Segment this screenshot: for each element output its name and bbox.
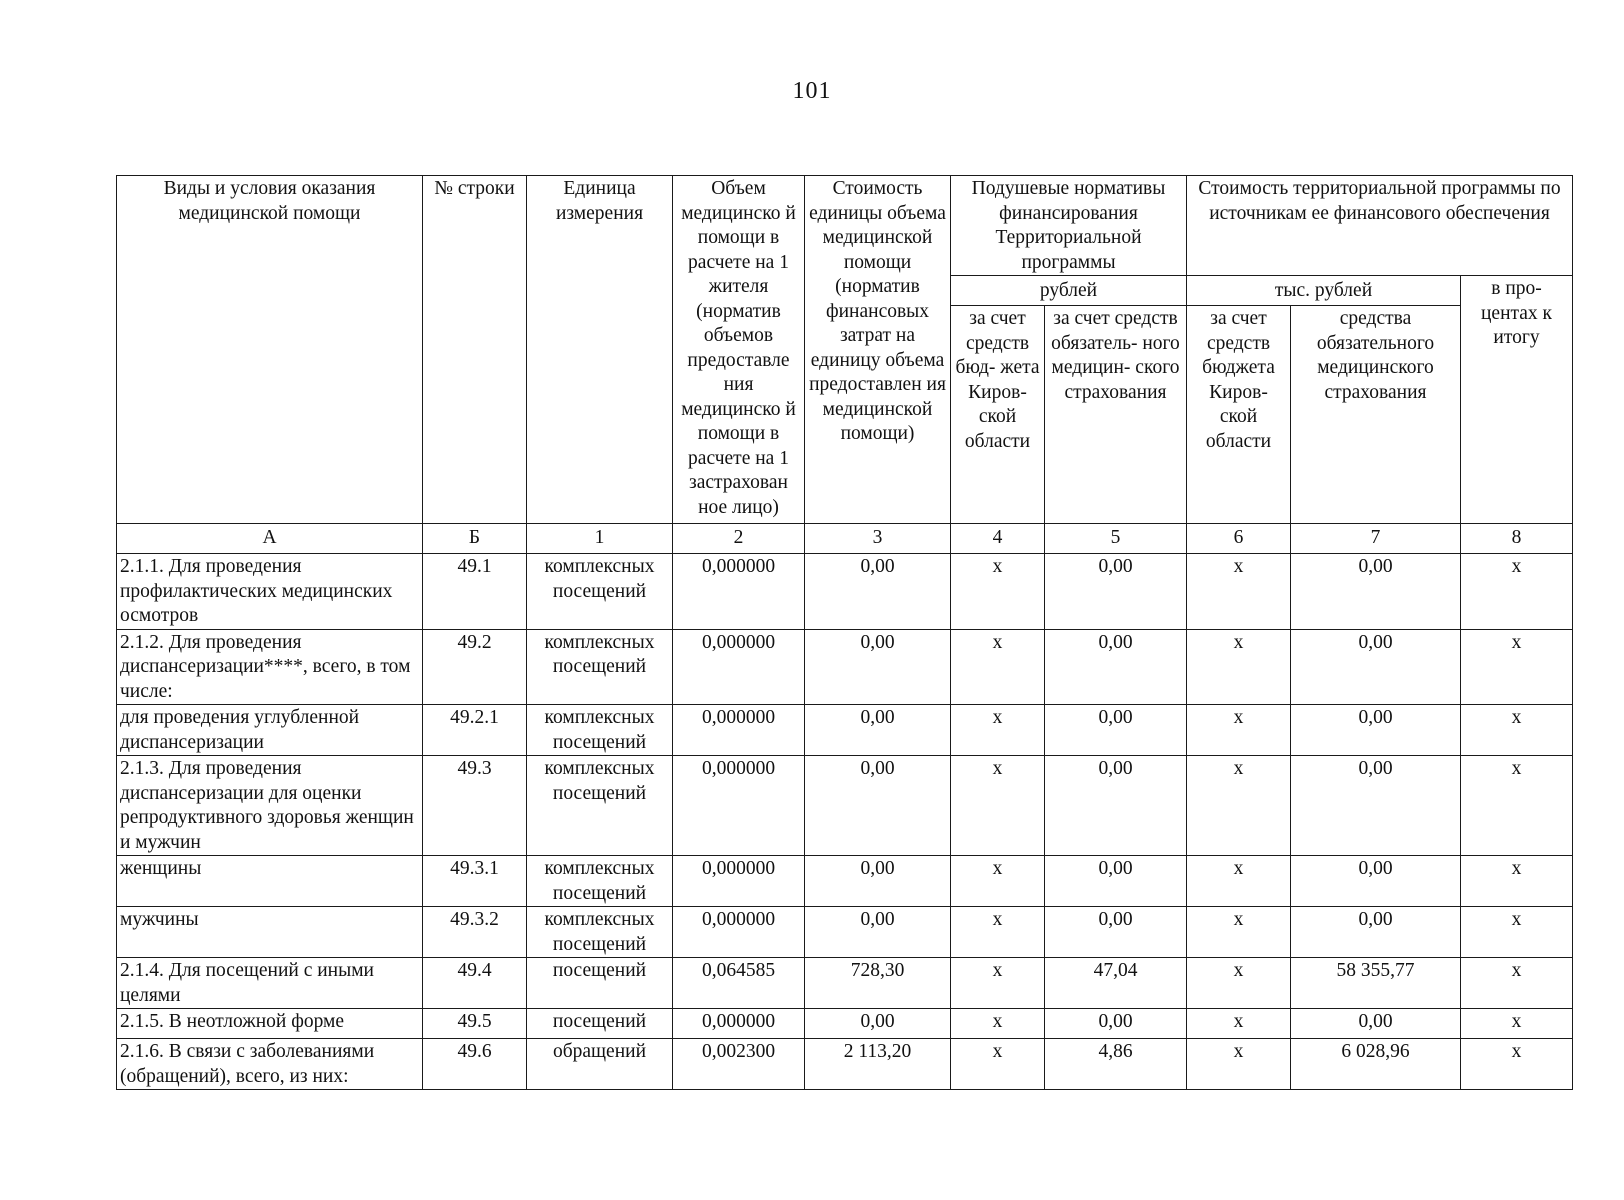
header-oms-thous: средства обязательного медицинского страхования xyxy=(1291,306,1461,524)
program-cost-table xyxy=(116,175,1573,1090)
percent-cell: х xyxy=(1461,756,1573,856)
header-per-capita-norms: Подушевые нормативы финансирования Территориальной программы xyxy=(951,176,1187,276)
oms-thous-cell: 0,00 xyxy=(1291,856,1461,907)
regional-budget-rub-cell: х xyxy=(951,907,1045,958)
table-row xyxy=(117,629,1573,705)
header-unit: Единица измерения xyxy=(527,176,673,524)
oms-thous-cell: 0,00 xyxy=(1291,629,1461,705)
volume-cell: 0,000000 xyxy=(673,629,805,705)
regional-budget-thous-cell: х xyxy=(1187,629,1291,705)
table-row xyxy=(117,1039,1573,1090)
regional-budget-thous-cell: х xyxy=(1187,958,1291,1009)
regional-budget-thous-cell: х xyxy=(1187,756,1291,856)
regional-budget-rub-cell: х xyxy=(951,1009,1045,1039)
unit-cost-cell: 0,00 xyxy=(805,705,951,756)
table-row xyxy=(117,856,1573,907)
volume-cell: 0,000000 xyxy=(673,907,805,958)
table-row xyxy=(117,958,1573,1009)
oms-rub-cell: 0,00 xyxy=(1045,1009,1187,1039)
unit-cell: комплексных посещений xyxy=(527,554,673,630)
percent-cell: х xyxy=(1461,1039,1573,1090)
regional-budget-rub-cell: х xyxy=(951,856,1045,907)
unit-cell: комплексных посещений xyxy=(527,756,673,856)
percent-cell: х xyxy=(1461,958,1573,1009)
regional-budget-thous-cell: х xyxy=(1187,554,1291,630)
index-cell: 8 xyxy=(1461,524,1573,554)
percent-cell: х xyxy=(1461,629,1573,705)
care-type-cell: 2.1.1. Для проведения профилактических медицинских осмотров xyxy=(117,554,423,630)
regional-budget-rub-cell: х xyxy=(951,958,1045,1009)
line-number-cell: 49.3.2 xyxy=(423,907,527,958)
oms-rub-cell: 47,04 xyxy=(1045,958,1187,1009)
care-type-cell: женщины xyxy=(117,856,423,907)
volume-cell: 0,000000 xyxy=(673,554,805,630)
unit-cell: комплексных посещений xyxy=(527,629,673,705)
header-unit-rubles: рублей xyxy=(951,276,1187,306)
header-volume-per-resident: Объем медицинско й помощи в расчете на 1 жителя (норматив объемов предоставле ния медицинско й помощи в расчете на 1 застрахован ное лицо) xyxy=(673,176,805,524)
percent-cell: х xyxy=(1461,1009,1573,1039)
index-cell: 4 xyxy=(951,524,1045,554)
oms-thous-cell: 0,00 xyxy=(1291,907,1461,958)
oms-rub-cell: 0,00 xyxy=(1045,756,1187,856)
regional-budget-rub-cell: х xyxy=(951,554,1045,630)
line-number-cell: 49.3 xyxy=(423,756,527,856)
header-regional-budget-rub: за счет средств бюд- жета Киров- ской области xyxy=(951,306,1045,524)
percent-cell: х xyxy=(1461,907,1573,958)
care-type-cell: 2.1.5. В неотложной форме xyxy=(117,1009,423,1039)
care-type-cell: мужчины xyxy=(117,907,423,958)
oms-thous-cell: 0,00 xyxy=(1291,1009,1461,1039)
header-care-types: Виды и условия оказания медицинской помощи xyxy=(117,176,423,524)
regional-budget-thous-cell: х xyxy=(1187,856,1291,907)
header-unit-cost: Стоимость единицы объема медицинской помощи (норматив финансовых затрат на единицу объема предоставлен ия медицинской помощи) xyxy=(805,176,951,524)
line-number-cell: 49.2.1 xyxy=(423,705,527,756)
unit-cell: комплексных посещений xyxy=(527,856,673,907)
oms-rub-cell: 0,00 xyxy=(1045,705,1187,756)
line-number-cell: 49.1 xyxy=(423,554,527,630)
line-number-cell: 49.3.1 xyxy=(423,856,527,907)
index-cell: 5 xyxy=(1045,524,1187,554)
regional-budget-thous-cell: х xyxy=(1187,1009,1291,1039)
unit-cost-cell: 0,00 xyxy=(805,629,951,705)
unit-cost-cell: 0,00 xyxy=(805,1009,951,1039)
regional-budget-thous-cell: х xyxy=(1187,907,1291,958)
oms-thous-cell: 6 028,96 xyxy=(1291,1039,1461,1090)
index-cell: А xyxy=(117,524,423,554)
line-number-cell: 49.2 xyxy=(423,629,527,705)
unit-cell: посещений xyxy=(527,958,673,1009)
oms-thous-cell: 0,00 xyxy=(1291,756,1461,856)
oms-rub-cell: 0,00 xyxy=(1045,554,1187,630)
header-oms-rub: за счет средств обязатель- ного медицин- ского страхования xyxy=(1045,306,1187,524)
regional-budget-rub-cell: х xyxy=(951,705,1045,756)
unit-cell: обращений xyxy=(527,1039,673,1090)
unit-cell: комплексных посещений xyxy=(527,907,673,958)
care-type-cell: 2.1.3. Для проведения диспансеризации для оценки репродуктивного здоровья женщин и мужчин xyxy=(117,756,423,856)
table-row xyxy=(117,554,1573,630)
index-cell: 6 xyxy=(1187,524,1291,554)
unit-cost-cell: 0,00 xyxy=(805,856,951,907)
table-row xyxy=(117,907,1573,958)
table-row xyxy=(117,756,1573,856)
index-cell: 7 xyxy=(1291,524,1461,554)
header-percent-of-total: в про- центах к итогу xyxy=(1461,276,1573,524)
line-number-cell: 49.5 xyxy=(423,1009,527,1039)
page-number: 101 xyxy=(792,78,832,104)
index-cell: 1 xyxy=(527,524,673,554)
unit-cell: комплексных посещений xyxy=(527,705,673,756)
column-index-row xyxy=(117,524,1573,554)
care-type-cell: 2.1.2. Для проведения диспансеризации****, всего, в том числе: xyxy=(117,629,423,705)
oms-thous-cell: 0,00 xyxy=(1291,705,1461,756)
regional-budget-thous-cell: х xyxy=(1187,1039,1291,1090)
unit-cost-cell: 0,00 xyxy=(805,907,951,958)
index-cell: Б xyxy=(423,524,527,554)
oms-rub-cell: 0,00 xyxy=(1045,856,1187,907)
regional-budget-rub-cell: х xyxy=(951,629,1045,705)
table-row xyxy=(117,705,1573,756)
regional-budget-rub-cell: х xyxy=(951,1039,1045,1090)
unit-cost-cell: 2 113,20 xyxy=(805,1039,951,1090)
percent-cell: х xyxy=(1461,856,1573,907)
oms-rub-cell: 0,00 xyxy=(1045,907,1187,958)
oms-thous-cell: 0,00 xyxy=(1291,554,1461,630)
header-row-1 xyxy=(117,176,1573,276)
volume-cell: 0,000000 xyxy=(673,705,805,756)
unit-cell: посещений xyxy=(527,1009,673,1039)
care-type-cell: 2.1.4. Для посещений с иными целями xyxy=(117,958,423,1009)
volume-cell: 0,064585 xyxy=(673,958,805,1009)
volume-cell: 0,002300 xyxy=(673,1039,805,1090)
regional-budget-thous-cell: х xyxy=(1187,705,1291,756)
header-line-number: № строки xyxy=(423,176,527,524)
care-type-cell: 2.1.6. В связи с заболеваниями (обращений), всего, из них: xyxy=(117,1039,423,1090)
percent-cell: х xyxy=(1461,554,1573,630)
volume-cell: 0,000000 xyxy=(673,756,805,856)
regional-budget-rub-cell: х xyxy=(951,756,1045,856)
unit-cost-cell: 728,30 xyxy=(805,958,951,1009)
care-type-cell: для проведения углубленной диспансеризации xyxy=(117,705,423,756)
table-row xyxy=(117,1009,1573,1039)
unit-cost-cell: 0,00 xyxy=(805,756,951,856)
volume-cell: 0,000000 xyxy=(673,1009,805,1039)
header-unit-thousand-rubles: тыс. рублей xyxy=(1187,276,1461,306)
volume-cell: 0,000000 xyxy=(673,856,805,907)
header-program-cost: Стоимость территориальной программы по источникам ее финансового обеспечения xyxy=(1187,176,1573,276)
percent-cell: х xyxy=(1461,705,1573,756)
unit-cost-cell: 0,00 xyxy=(805,554,951,630)
oms-thous-cell: 58 355,77 xyxy=(1291,958,1461,1009)
header-regional-budget-thous: за счет средств бюджета Киров- ской области xyxy=(1187,306,1291,524)
index-cell: 2 xyxy=(673,524,805,554)
oms-rub-cell: 4,86 xyxy=(1045,1039,1187,1090)
index-cell: 3 xyxy=(805,524,951,554)
line-number-cell: 49.6 xyxy=(423,1039,527,1090)
oms-rub-cell: 0,00 xyxy=(1045,629,1187,705)
line-number-cell: 49.4 xyxy=(423,958,527,1009)
